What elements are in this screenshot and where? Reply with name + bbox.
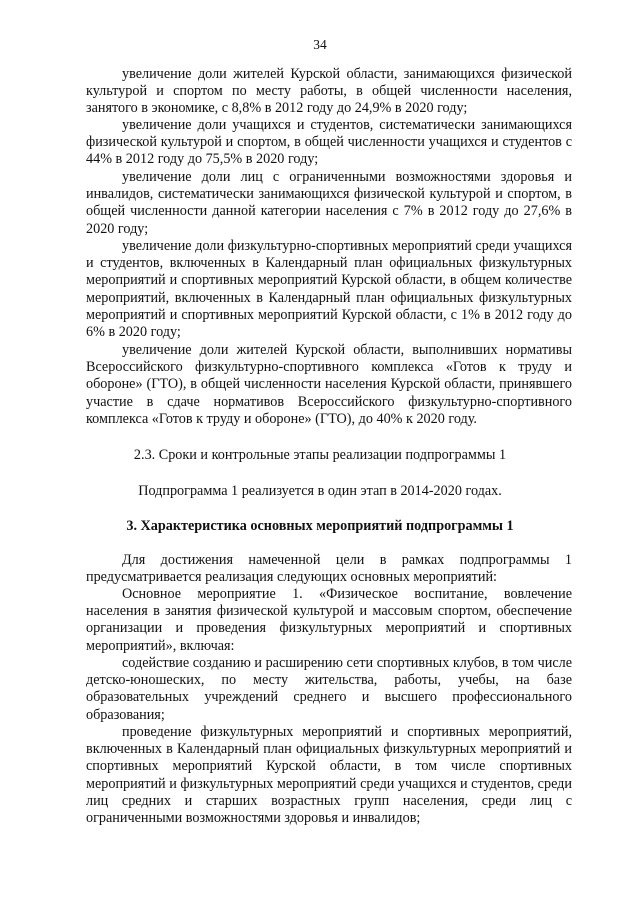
section-heading: 3. Характеристика основных мероприятий подпрограммы 1: [126, 518, 514, 534]
paragraph-gto: увеличение доли жителей Курской области, выполнивших нормативы Всероссийского физкультурно-спортивного комплекса «Готов к труду и обороне» (ГТО), в общей численности населения Курской области, принявшего участие в сдаче нормативов Всероссийского физкультурно-спортивного комплекса «Готов к труду и обороне» (ГТО), до 40% к 2020 году.: [86, 342, 572, 427]
paragraph-events-conduct: проведение физкультурных мероприятий и спортивных мероприятий, включенных в Календарный план официальных физкультурных мероприятий и спортивных мероприятий Курской области, в том числе спортивных мероприятий и физкультурных мероприятий среди учащихся и студентов, среди лиц средних и старших возрастных групп населения, среди лиц с ограниченными возможностями здоровья и инвалидов;: [86, 724, 572, 827]
paragraph-main-event-1: Основное мероприятие 1. «Физическое воспитание, вовлечение населения в занятия физической культурой и массовым спортом, обеспечение организации и проведения физкультурных мероприятий и спортивных мероприятий», включая:: [86, 586, 572, 654]
paragraph-events-share: увеличение доли физкультурно-спортивных мероприятий среди учащихся и студентов, включенных в Календарный план официальных физкультурных мероприятий и спортивных мероприятий Курской области, в общем количестве мероприятий, включенных в Календарный план официальных физкультурных мероприятий и спортивных мероприятий Курской области, с 1% в 2012 году до 6% в 2020 году;: [86, 238, 572, 341]
paragraph-disabled: увеличение доли лиц с ограниченными возможностями здоровья и инвалидов, систематически занимающихся физической культурой и спортом, в общей численности данной категории населения с 7% в 2012 году до 27,6% в 2020 году;: [86, 169, 572, 237]
subsection-title: 2.3. Сроки и контрольные этапы реализации подпрограммы 1: [133, 447, 507, 463]
paragraph-students: увеличение доли учащихся и студентов, систематически занимающихся физической культурой и спортом, в общей численности учащихся и студентов с 44% в 2012 году до 75,5% в 2020 году;: [86, 117, 572, 168]
page-number: 34: [313, 37, 327, 52]
paragraph-intro: Для достижения намеченной цели в рамках подпрограммы 1 предусматривается реализация следующих основных мероприятий:: [86, 552, 572, 586]
paragraph-residents-work: увеличение доли жителей Курской области, занимающихся физической культурой и спортом по месту работы, в общей численности населения, занятого в экономике, с 8,8% в 2012 году до 24,9% в 2020 году;: [86, 66, 572, 117]
subsection-text: Подпрограмма 1 реализуется в один этап в 2014-2020 годах.: [138, 483, 502, 499]
paragraph-clubs: содействие созданию и расширению сети спортивных клубов, в том числе детско-юношеских, по месту жительства, работы, учебы, на базе образовательных учреждений среднего и высшего профессионального образования;: [86, 655, 572, 723]
